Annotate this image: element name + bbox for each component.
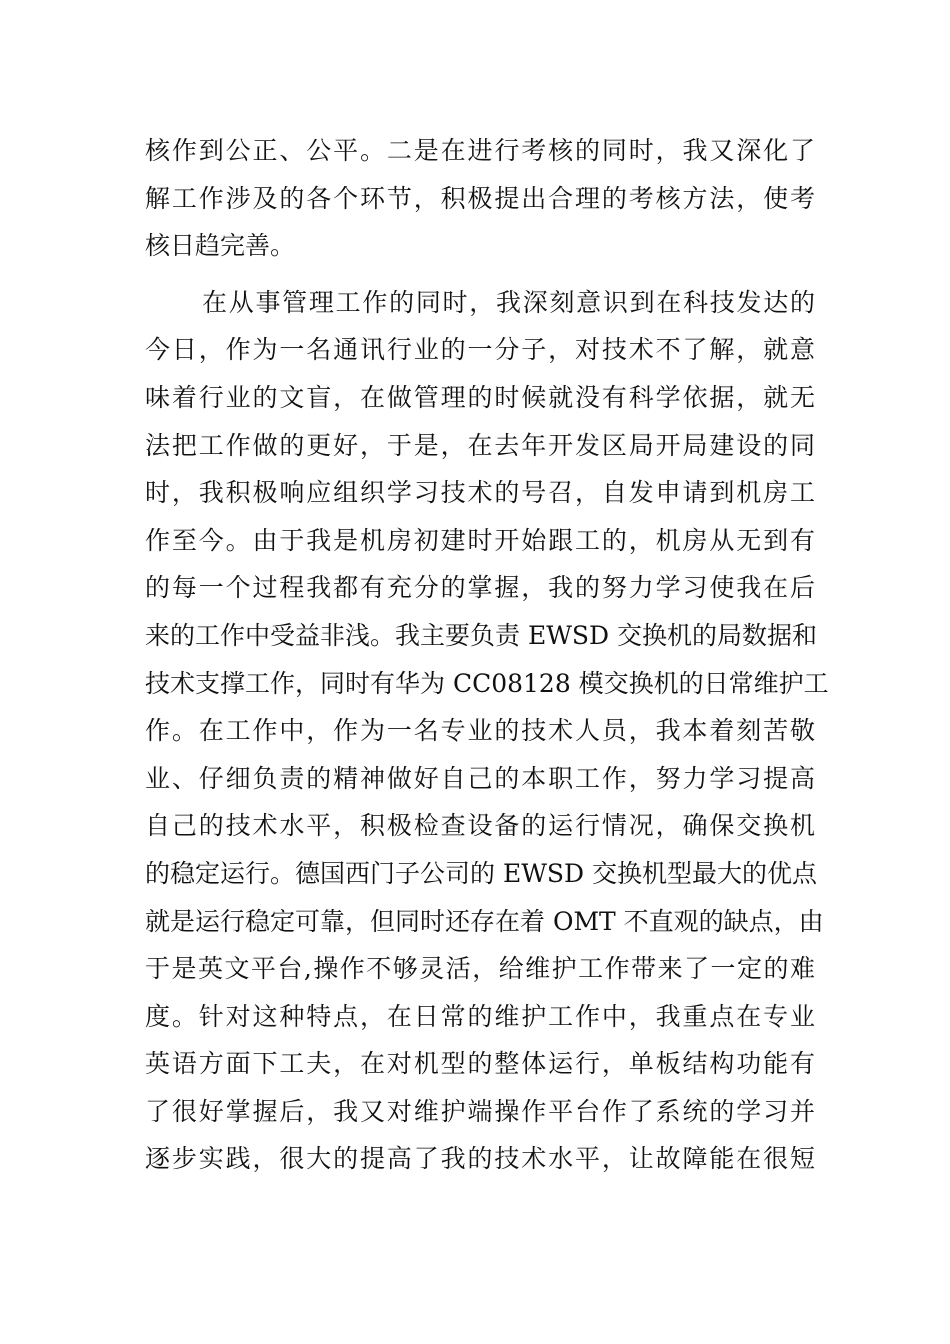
text-line: 英语方面下工夫，在对机型的整体运行，单板结构功能有 bbox=[145, 1049, 815, 1079]
text-line: 今日，作为一名通讯行业的一分子，对技术不了解，就意 bbox=[145, 335, 815, 365]
text-line: 解工作涉及的各个环节，积极提出合理的考核方法，使考 bbox=[145, 183, 815, 213]
text-line: 时，我积极响应组织学习技术的号召，自发申请到机房工 bbox=[145, 478, 815, 508]
paragraph-spacer bbox=[145, 270, 815, 279]
text-line: 的稳定运行。德国西门子公司的 EWSD 交换机型最大的优点 bbox=[145, 858, 818, 888]
text-line: 核日趋完善。 bbox=[145, 231, 296, 261]
text-line: 于是英文平台,操作不够灵活，给维护工作带来了一定的难 bbox=[145, 954, 815, 984]
text-line: 作至今。由于我是机房初建时开始跟工的，机房从无到有 bbox=[145, 525, 815, 555]
text-line: 在从事管理工作的同时，我深刻意识到在科技发达的 bbox=[202, 287, 815, 317]
paragraph-1 bbox=[145, 127, 815, 270]
text-line: 法把工作做的更好，于是，在去年开发区局开局建设的同 bbox=[145, 430, 815, 460]
text-line: 味着行业的文盲，在做管理的时候就没有科学依据，就无 bbox=[145, 382, 815, 412]
text-line: 作。在工作中，作为一名专业的技术人员，我本着刻苦敬 bbox=[145, 716, 815, 746]
text-line: 技术支撑工作，同时有华为 CC08128 模交换机的日常维护工 bbox=[145, 668, 829, 698]
body-text bbox=[145, 127, 829, 1183]
paragraph-2 bbox=[145, 279, 829, 1183]
text-line: 就是运行稳定可靠，但同时还存在着 OMT 不直观的缺点，由 bbox=[145, 906, 824, 936]
text-line: 逐步实践，很大的提高了我的技术水平，让故障能在很短 bbox=[145, 1144, 815, 1174]
text-line: 度。针对这种特点，在日常的维护工作中，我重点在专业 bbox=[145, 1001, 815, 1031]
text-line: 自己的技术水平，积极检查设备的运行情况，确保交换机 bbox=[145, 811, 815, 841]
text-line: 了很好掌握后，我又对维护端操作平台作了系统的学习并 bbox=[145, 1096, 815, 1126]
text-line: 来的工作中受益非浅。我主要负责 EWSD 交换机的局数据和 bbox=[145, 620, 818, 650]
text-line: 的每一个过程我都有充分的掌握，我的努力学习使我在后 bbox=[145, 573, 815, 603]
text-line: 业、仔细负责的精神做好自己的本职工作，努力学习提高 bbox=[145, 763, 815, 793]
text-line: 核作到公正、公平。二是在进行考核的同时，我又深化了 bbox=[145, 136, 815, 165]
